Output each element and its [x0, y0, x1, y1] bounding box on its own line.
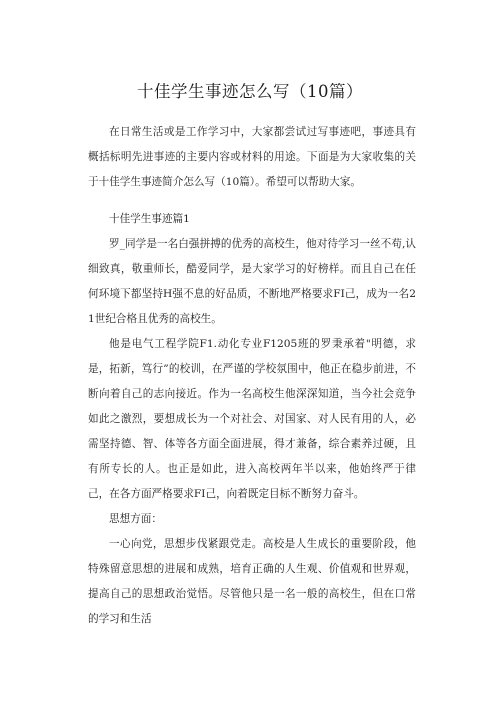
document-body [88, 120, 416, 632]
document-title: 十佳学生事迹怎么写（10篇） [137, 82, 363, 101]
body-paragraph-3: 一心向党，思想步伐紧跟党走。高校是人生成长的重要阶段，他特殊留意思想的进展和成熟，培育正确的人生观、价值观和世界观，提高自己的思想政治觉悟。尽管他只是一名一般的高校生，但在口常的学习和生活 [88, 538, 416, 625]
intro-paragraph: 在日常生活或是工作学习中，大家都尝试过写事迹吧，事迹具有概括标明先进事迹的主要内容或材料的用途。下面是为大家收集的关于十佳学生事迹简介怎么写（10篇）。希望可以帮助大家。 [88, 126, 416, 188]
body-paragraph-2: 他是电气工程学院F1.动化专业F1205班的罗秉承着"明德，求是，拓新，笃行”的校训，在严谨的学校氛围中，他正在稳步前进，不断向着自己的志向接近。作为一名高校生他深深知道，当今社会竞争如此之激烈，要想成长为一个对社会、对国家、对人民有用的人，必需坚持德、智、体等各方面全面进展，得才兼备，综合素养过硬，且有所专长的人。也正是如此，进入高校两年半以来，他始终严于律己，在各方面严格要求FI己，向着既定目标不断努力奋斗。 [88, 338, 416, 500]
section-heading: 十佳学生事迹篇1 [109, 213, 190, 225]
body-paragraph-1: 罗_同学是一名白强拼搏的优秀的高校生，他对待学习一丝不苟,认细致真，敬重师长，酷爱同学，是大家学习的好榜样。而且自己在任何环境下都坚持H强不息的好品质，不断地严格要求FI己，成为一名21世纪合格且优秀的高校生。 [88, 238, 416, 325]
subheading-thought: 思想方面： [109, 513, 162, 525]
